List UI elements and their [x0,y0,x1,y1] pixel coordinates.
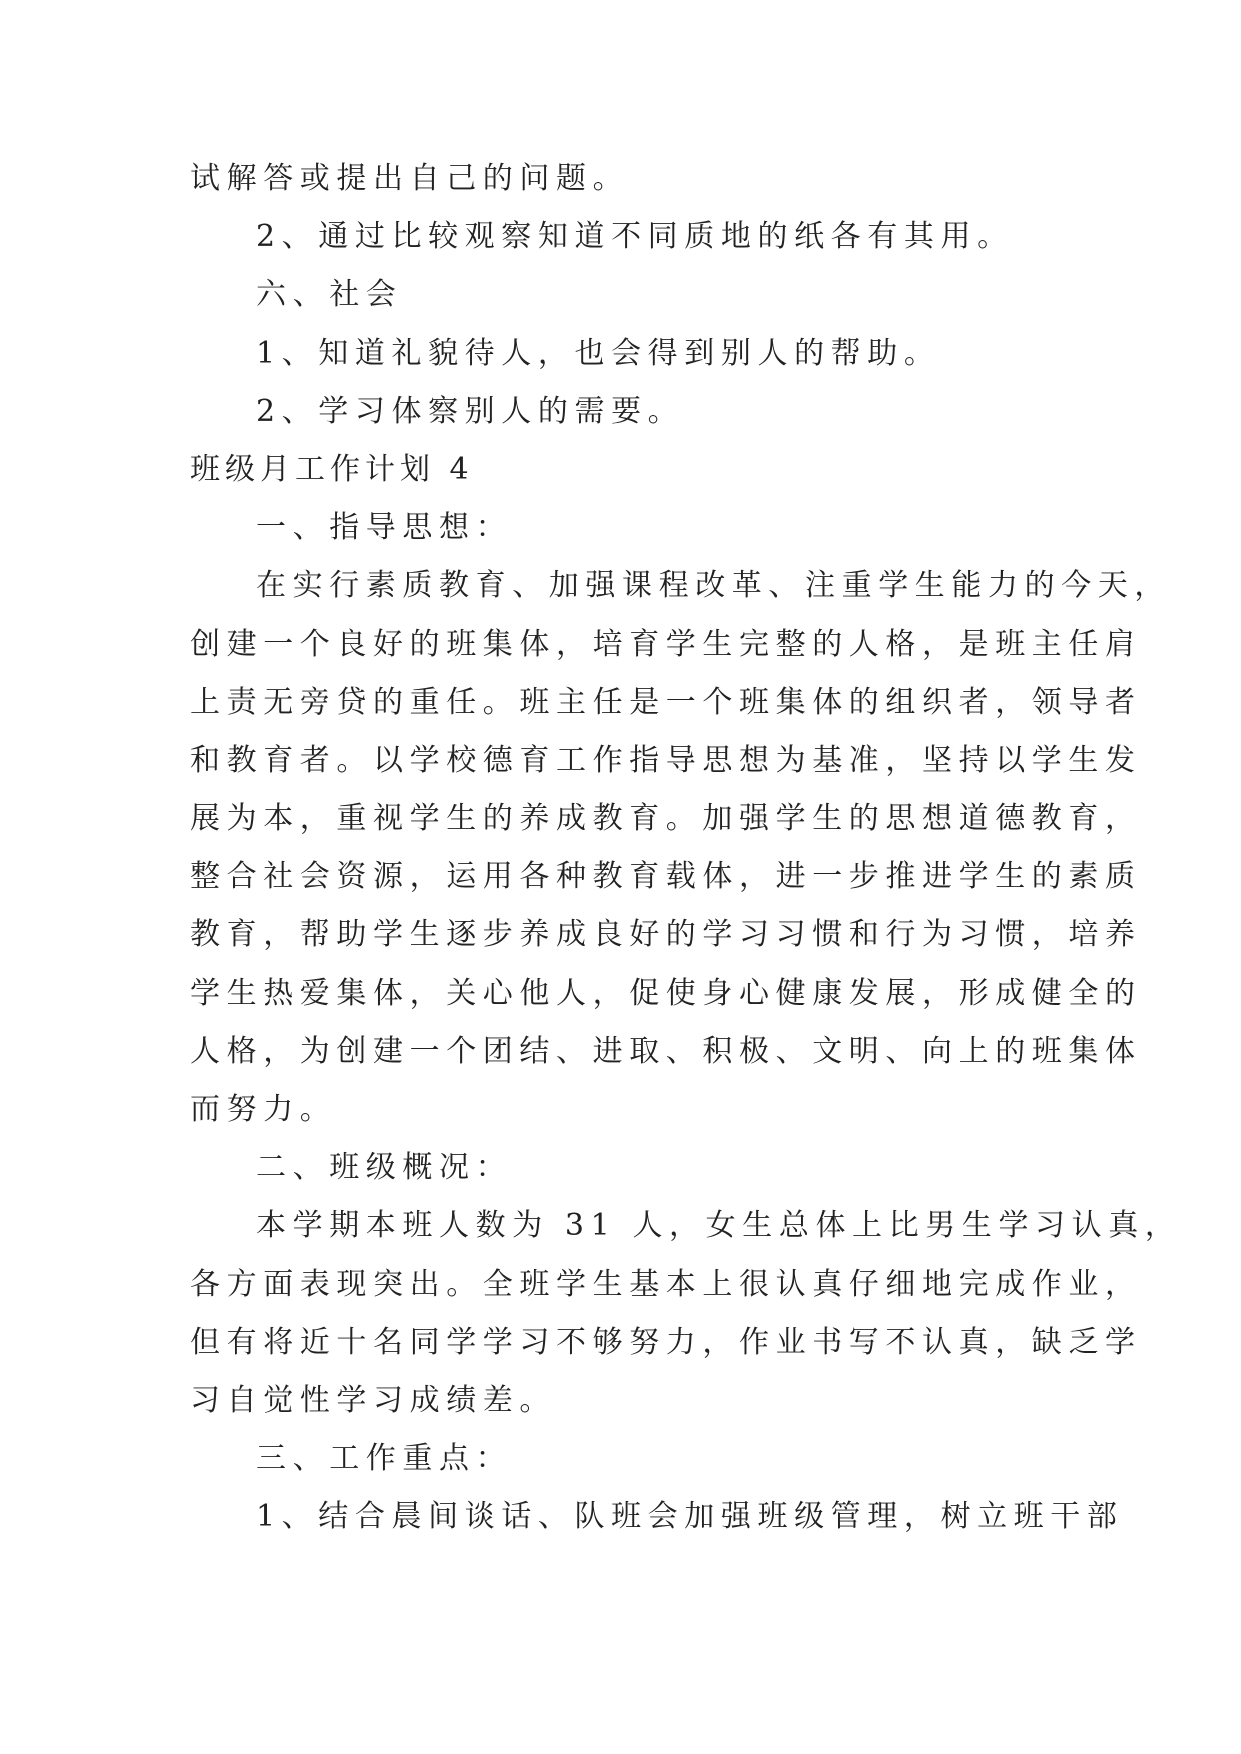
section-heading: 一、指导思想： [256,510,513,546]
paragraph-line: 上责无旁贷的重任。班主任是一个班集体的组织者，领导者 [190,684,1142,720]
document-title: 班级月工作计划 4 [190,451,474,487]
paragraph-line: 人格，为创建一个团结、进取、积极、文明、向上的班集体 [190,1033,1142,1069]
paragraph-line: 展为本，重视学生的养成教育。加强学生的思想道德教育， [190,801,1142,837]
paragraph-line: 本学期本班人数为 31 人，女生总体上比男生学习认真， [256,1208,1182,1244]
section-heading: 六、社会 [256,277,403,313]
paragraph-line: 在实行素质教育、加强课程改革、注重学生能力的今天， [256,568,1171,604]
paragraph-line: 学生热爱集体，关心他人，促使身心健康发展，形成健全的 [190,975,1142,1011]
paragraph-line: 各方面表现突出。全班学生基本上很认真仔细地完成作业， [190,1266,1142,1302]
paragraph-line: 整合社会资源，运用各种教育载体，进一步推进学生的素质 [190,859,1142,895]
paragraph-line: 习自觉性学习成绩差。 [190,1382,556,1418]
paragraph-line: 创建一个良好的班集体，培育学生完整的人格，是班主任肩 [190,626,1142,662]
section-heading: 三、工作重点： [256,1441,513,1477]
list-item: 1、知道礼貌待人，也会得到别人的帮助。 [256,335,941,371]
list-item: 2、学习体察别人的需要。 [256,393,685,429]
paragraph-line: 而努力。 [190,1092,337,1127]
list-item: 1、结合晨间谈话、队班会加强班级管理，树立班干部 [256,1499,1124,1535]
section-heading: 二、班级概况： [256,1150,513,1186]
paragraph-line: 教育，帮助学生逐步养成良好的学习习惯和行为习惯，培养 [190,917,1142,953]
paragraph-line: 但有将近十名同学学习不够努力，作业书写不认真，缺乏学 [190,1324,1142,1360]
document-body [190,150,1182,1547]
paragraph-line: 试解答或提出自己的问题。 [190,161,630,196]
list-item: 2、通过比较观察知道不同质地的纸各有其用。 [256,219,1014,255]
paragraph-line: 和教育者。以学校德育工作指导思想为基准，坚持以学生发 [190,742,1142,778]
